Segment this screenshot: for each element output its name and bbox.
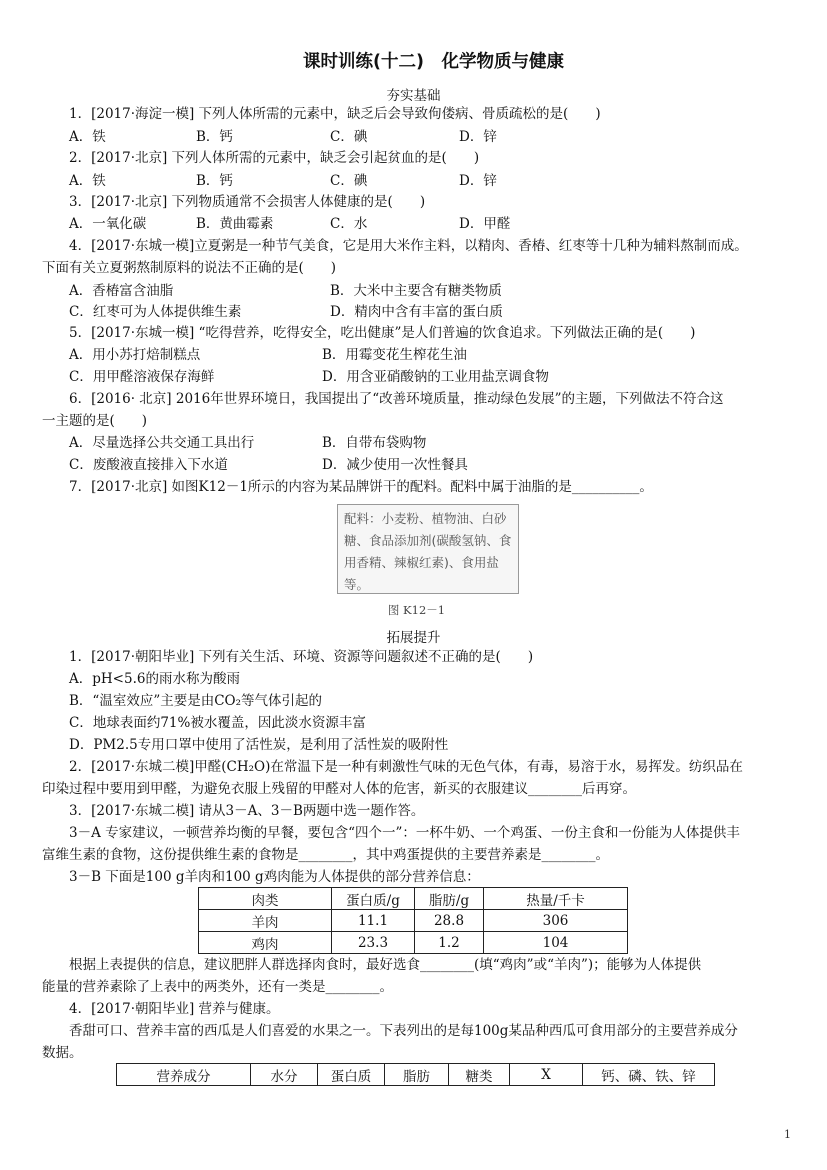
option: D．锌 (459, 129, 497, 145)
option: A．铁 (69, 173, 106, 189)
question-b2-line2: 印染过程中要用到甲醛，为避免衣服上残留的甲醛对人体的危害，新买的衣服建议________后再穿。 (42, 781, 636, 797)
option: A．铁 (69, 129, 106, 145)
option: C．废酸液直接排入下水道 (69, 457, 228, 473)
table-cell: 104 (484, 932, 628, 954)
ingredients-figure: 配料：小麦粉、植物油、白砂糖、食品添加剂(碳酸氢钠、食用香精、辣椒红素)、食用盐等。 (337, 504, 519, 594)
option: B．钙 (196, 129, 233, 145)
table-cell: 1.2 (415, 932, 484, 954)
figure-caption: 图 K12－1 (387, 603, 446, 617)
option: A．尽量选择公共交通工具出行 (69, 435, 255, 451)
page-number: 1 (784, 1128, 791, 1141)
question-a5: 5．[2017·东城一模] “吃得营养，吃得安全，吃出健康”是人们普遍的饮食追求。下列做法正确的是( ) (69, 325, 696, 341)
table-cell: 28.8 (415, 910, 484, 932)
question-b3a-line1: 3－A 专家建议，一顿营养均衡的早餐，要包含“四个一”：一杯牛奶、一个鸡蛋、一份主食和一份能为人体提供丰 (69, 825, 740, 841)
option: D．PM2.5专用口罩中使用了活性炭，是利用了活性炭的吸附性 (69, 737, 449, 753)
question-a4-line2: 下面有关立夏粥熬制原料的说法不正确的是( ) (42, 260, 337, 276)
page-title: 课时训练(十二) 化学物质与健康 (303, 52, 564, 72)
option: B．黄曲霉素 (196, 216, 274, 232)
question-b4: 4．[2017·朝阳毕业] 营养与健康。 (69, 1001, 280, 1017)
option: D．锌 (459, 173, 497, 189)
table-header: 钙、磷、铁、锌 (583, 1064, 715, 1086)
question-b4-line1: 香甜可口、营养丰富的西瓜是人们喜爱的水果之一。下表列出的是每100g某品种西瓜可食用部分的主要营养成分 (69, 1023, 738, 1039)
question-b3b-after-line2: 能量的营养素除了上表中的两类外，还有一类是________。 (42, 979, 393, 995)
question-b3: 3．[2017·东城二模] 请从3－A、3－B两题中选一题作答。 (69, 803, 425, 819)
question-b4-line2: 数据。 (42, 1045, 83, 1061)
table-header: 肉类 (199, 888, 332, 910)
option: B．大米中主要含有糖类物质 (330, 283, 502, 299)
question-a4-line1: 4．[2017·东城一模]立夏粥是一种节气美食，它是用大米作主料，以精肉、香椿、红枣等十几种为辅料熬制而成。 (69, 238, 748, 254)
section-heading-basic: 夯实基础 (386, 88, 441, 104)
option: B．钙 (196, 173, 233, 189)
option: C．地球表面约71%被水覆盖，因此淡水资源丰富 (69, 715, 366, 731)
question-b3a-line2: 富维生素的食物，这份提供维生素的食物是________，其中鸡蛋提供的主要营养素是________。 (42, 847, 609, 863)
option: C．水 (330, 216, 368, 232)
option: D．用含亚硝酸钠的工业用盐烹调食物 (322, 369, 549, 385)
question-a6-line2: 一主题的是( ) (42, 413, 148, 429)
table-cell: 23.3 (332, 932, 415, 954)
option: C．碘 (330, 173, 368, 189)
table-header: X (510, 1064, 583, 1086)
option: B．“温室效应”主要是由CO₂等气体引起的 (69, 693, 323, 709)
table-header: 糖类 (449, 1064, 510, 1086)
table-row (199, 932, 628, 954)
table-header: 热量/千卡 (484, 888, 628, 910)
table-header-row (117, 1064, 715, 1086)
table-header: 脂肪/g (415, 888, 484, 910)
option: A．香椿富含油脂 (69, 283, 174, 299)
table-cell: 306 (484, 910, 628, 932)
question-a1: 1．[2017·海淀一模] 下列人体所需的元素中，缺乏后会导致佝偻病、骨质疏松的是( ) (69, 106, 601, 122)
option: C．用甲醛溶液保存海鲜 (69, 369, 215, 385)
table-cell: 羊肉 (199, 910, 332, 932)
option: C．碘 (330, 129, 368, 145)
option: D．减少使用一次性餐具 (322, 457, 468, 473)
question-b1: 1．[2017·朝阳毕业] 下列有关生活、环境、资源等问题叙述不正确的是( ) (69, 649, 534, 665)
question-a7: 7．[2017·北京] 如图K12－1所示的内容为某品牌饼干的配料。配料中属于油脂的是__________。 (69, 479, 653, 495)
option: D．甲醛 (459, 216, 511, 232)
option: D．精肉中含有丰富的蛋白质 (330, 304, 503, 320)
meat-nutrition-table (198, 887, 628, 954)
section-heading-advanced: 拓展提升 (386, 630, 441, 646)
question-a6-line1: 6．[2016· 北京] 2016年世界环境日，我国提出了“改善环境质量，推动绿色发展”的主题，下列做法不符合这 (69, 391, 724, 407)
table-header: 蛋白质 (318, 1064, 385, 1086)
table-cell: 鸡肉 (199, 932, 332, 954)
option: A．用小苏打焙制糕点 (69, 347, 201, 363)
question-b2-line1: 2．[2017·东城二模]甲醛(CH₂O)在常温下是一种有刺激性气味的无色气体，有毒，易溶于水，易挥发。纺织品在 (69, 759, 743, 775)
table-header: 蛋白质/g (332, 888, 415, 910)
table-header: 水分 (251, 1064, 318, 1086)
option: B．自带布袋购物 (322, 435, 427, 451)
question-a2: 2．[2017·北京] 下列人体所需的元素中，缺乏会引起贫血的是( ) (69, 150, 480, 166)
table-cell: 11.1 (332, 910, 415, 932)
option: C．红枣可为人体提供维生素 (69, 304, 242, 320)
question-a3: 3．[2017·北京] 下列物质通常不会损害人体健康的是( ) (69, 194, 426, 210)
question-b3b: 3－B 下面是100 g羊肉和100 g鸡肉能为人体提供的部分营养信息： (69, 869, 480, 885)
table-row (199, 910, 628, 932)
option: A．一氧化碳 (69, 216, 147, 232)
option: B．用霉变花生榨花生油 (322, 347, 467, 363)
table-header: 脂肪 (385, 1064, 449, 1086)
option: A．pH<5.6的雨水称为酸雨 (69, 671, 240, 687)
melon-nutrition-table (116, 1063, 715, 1086)
table-header: 营养成分 (117, 1064, 251, 1086)
question-b3b-after-line1: 根据上表提供的信息，建议肥胖人群选择肉食时，最好选食________(填“鸡肉”或“羊肉”)；能够为人体提供 (69, 957, 702, 973)
table-header-row (199, 888, 628, 910)
